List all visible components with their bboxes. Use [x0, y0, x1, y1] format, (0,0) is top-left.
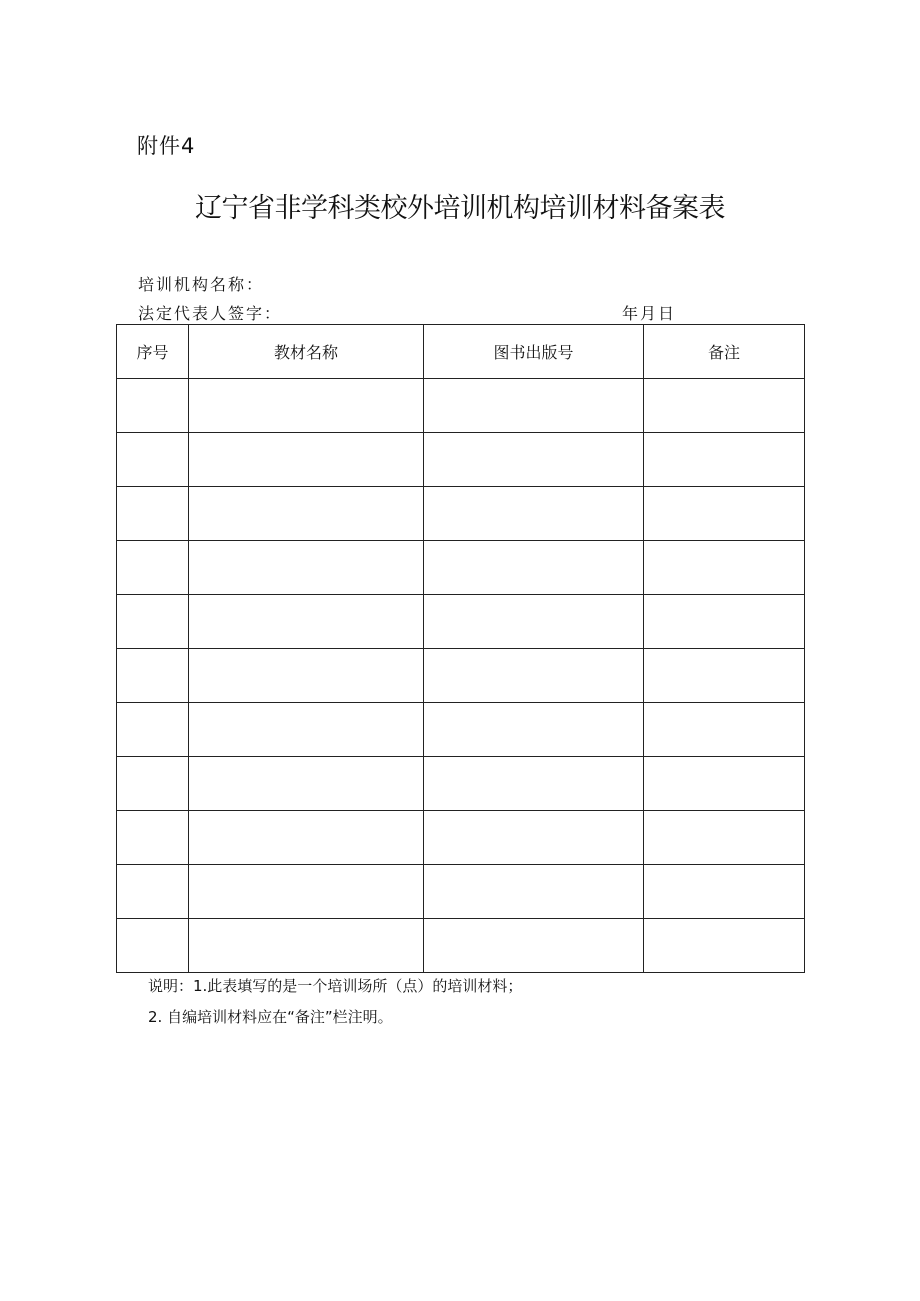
cell-index[interactable] [117, 757, 189, 811]
document-title: 辽宁省非学科类校外培训机构培训材料备案表 [195, 193, 725, 224]
cell-material-name[interactable] [189, 487, 424, 541]
cell-material-name[interactable] [189, 703, 424, 757]
cell-material-name[interactable] [189, 649, 424, 703]
org-name-label: 培训机构名称： [138, 275, 265, 294]
attachment-number: 附件4 [137, 134, 196, 158]
table-row [117, 649, 805, 703]
column-header-remarks: 备注 [644, 325, 805, 379]
table-row [117, 919, 805, 973]
column-header-material-name: 教材名称 [189, 325, 424, 379]
cell-material-name[interactable] [189, 865, 424, 919]
cell-remarks[interactable] [644, 595, 805, 649]
cell-remarks[interactable] [644, 919, 805, 973]
table-row [117, 379, 805, 433]
table-body [117, 379, 805, 973]
table-row [117, 595, 805, 649]
note-line-2: 2. 自编培训材料应在“备注”栏注明。 [148, 1008, 393, 1026]
table-row [117, 757, 805, 811]
table-row [117, 703, 805, 757]
table-row [117, 433, 805, 487]
cell-material-name[interactable] [189, 433, 424, 487]
signature-label: 法定代表人签字： [138, 304, 283, 323]
cell-material-name[interactable] [189, 595, 424, 649]
cell-publication-number[interactable] [424, 757, 644, 811]
cell-remarks[interactable] [644, 703, 805, 757]
cell-remarks[interactable] [644, 541, 805, 595]
cell-material-name[interactable] [189, 919, 424, 973]
cell-publication-number[interactable] [424, 541, 644, 595]
cell-index[interactable] [117, 433, 189, 487]
cell-publication-number[interactable] [424, 811, 644, 865]
cell-index[interactable] [117, 541, 189, 595]
date-label: 年月日 [622, 304, 677, 323]
cell-remarks[interactable] [644, 757, 805, 811]
cell-index[interactable] [117, 811, 189, 865]
cell-index[interactable] [117, 649, 189, 703]
cell-index[interactable] [117, 919, 189, 973]
cell-material-name[interactable] [189, 541, 424, 595]
table-header-row [117, 325, 805, 379]
cell-remarks[interactable] [644, 649, 805, 703]
cell-index[interactable] [117, 379, 189, 433]
record-table [116, 324, 805, 973]
cell-remarks[interactable] [644, 433, 805, 487]
cell-publication-number[interactable] [424, 487, 644, 541]
cell-remarks[interactable] [644, 487, 805, 541]
cell-index[interactable] [117, 865, 189, 919]
cell-material-name[interactable] [189, 811, 424, 865]
table-row [117, 811, 805, 865]
table-row [117, 865, 805, 919]
column-header-publication-number: 图书出版号 [424, 325, 644, 379]
cell-publication-number[interactable] [424, 865, 644, 919]
note-line-1: 说明：1.此表填写的是一个培训场所（点）的培训材料； [148, 977, 523, 995]
column-header-index: 序号 [117, 325, 189, 379]
table-row [117, 541, 805, 595]
table-row [117, 487, 805, 541]
cell-remarks[interactable] [644, 811, 805, 865]
cell-remarks[interactable] [644, 379, 805, 433]
cell-remarks[interactable] [644, 865, 805, 919]
cell-material-name[interactable] [189, 379, 424, 433]
cell-publication-number[interactable] [424, 433, 644, 487]
cell-publication-number[interactable] [424, 595, 644, 649]
cell-publication-number[interactable] [424, 919, 644, 973]
cell-index[interactable] [117, 703, 189, 757]
cell-publication-number[interactable] [424, 649, 644, 703]
cell-index[interactable] [117, 595, 189, 649]
cell-publication-number[interactable] [424, 379, 644, 433]
cell-index[interactable] [117, 487, 189, 541]
cell-publication-number[interactable] [424, 703, 644, 757]
cell-material-name[interactable] [189, 757, 424, 811]
